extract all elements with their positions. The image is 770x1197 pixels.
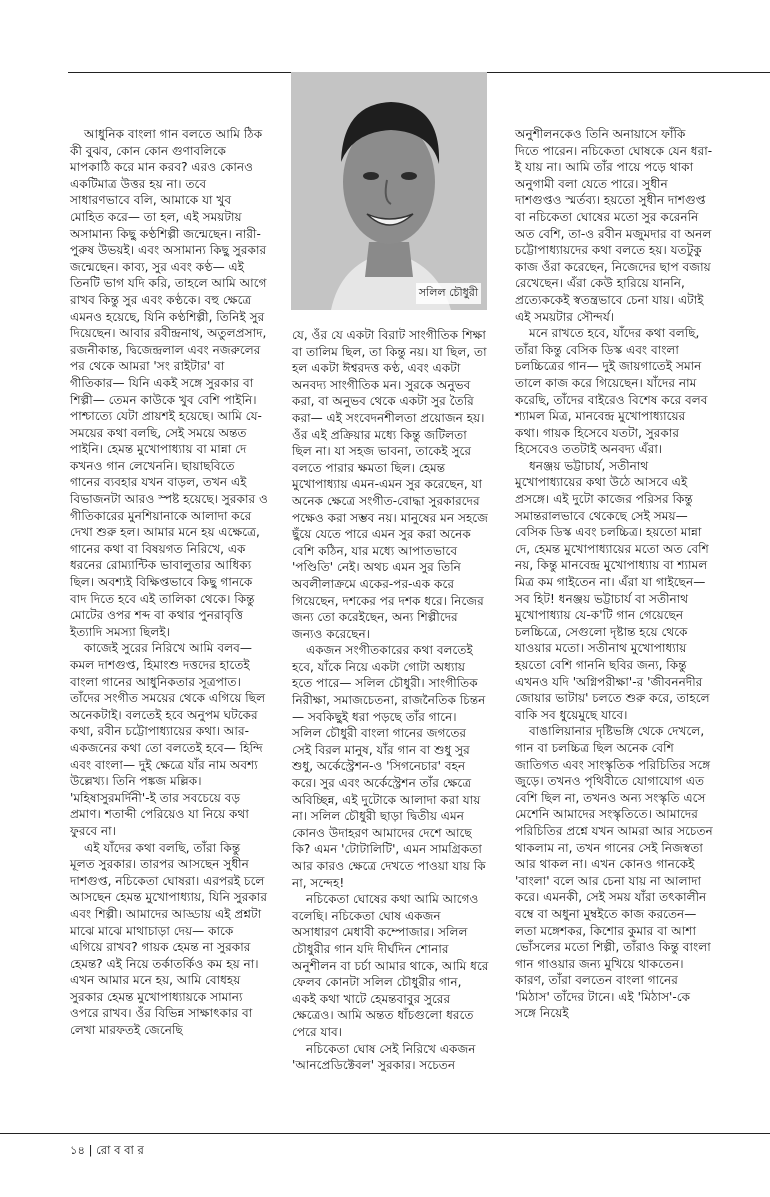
portrait-image xyxy=(291,72,487,310)
paragraph: মনে রাখতে হবে, যাঁদের কথা বলছি, তাঁরা কিন্তু বেসিক ডিস্ক এবং বাংলা চলচ্চিত্রের গান— দুই জায়গাতেই সমান তালে কাজ করে গিয়েছেন। যাঁদের নাম করেছি, তাঁদের বাইরেও বিশেষ করে বলব শ্যামল মিত্র, মানবেন্দ্র মুখোপাধ্যায়ের কথা। গায়ক হিসেবে যতটা, সুরকার হিসেবেও ততটাই অনবদ্য এঁরা। xyxy=(515,326,708,457)
portrait-photo xyxy=(291,72,487,310)
paragraph: বাঙালিয়ানার দৃষ্টিভঙ্গি থেকে দেখলে, গান বা চলচ্চিত্র ছিল অনেক বেশি জাতিগত এবং সাংস্কৃতিক পরিচিতির সঙ্গে জুড়ে। তখনও পৃথিবীতে যোগাযোগ এত বেশি ছিল না, তখনও অন্য সংস্কৃতি এসে মেশেনি আমাদের সংস্কৃতিতে। আমাদের পরিচিতির প্রশ্নে যখন আমরা আর সচেতন থাকলাম না, তখন গানের সেই নিজস্বতা আর থাকল না। এখন কোনও গানকেই 'বাংলা' বলে আর চেনা যায় না আলাদা করে। এমনকী, সেই সময় যাঁরা তৎকালীন বম্বে বা অধুনা মুম্বইতে কাজ করতেন— লতা মঙ্গেশকর, কিশোর কুমার বা আশা ভোঁসলের মতো শিল্পী, তাঁরাও কিন্তু বাংলা গান গাওয়ার জন্য মুখিয়ে থাকতেন। কারণ, তাঁরা বলতেন বাংলা গানের 'মিঠাস' তাঁদের টানে। এই 'মিঠাস'-কে সঙ্গে নিয়েই xyxy=(515,724,713,1021)
bottom-rule xyxy=(0,1133,770,1134)
paragraph: যে, ওঁর যে একটা বিরাট সাংগীতিক শিক্ষা বা তালিম ছিল, তা কিন্তু নয়। যা ছিল, তা হল একটা ঈশ্বরদত্ত কণ্ঠ, এবং একটা অনবদ্য সাংগীতিক মন। সুরকে অনুভব করা, বা অনুভব থেকে একটা সুর তৈরি করা— এই সংবেদনশীলতা প্রয়োজন হয়। ওঁর এই প্রক্রিয়ার মধ্যে কিন্তু জটিলতা ছিল না। যা সহজ ভাবনা, তাকেই সুরে বলতে পারার ক্ষমতা ছিল। হেমন্ত মুখোপাধ্যায় এমন-এমন সুর করেছেন, যা অনেক ক্ষেত্রে সংগীত-বোদ্ধা সুরকারদের পক্ষেও করা সম্ভব নয়। মানুষের মন সহজে ছুঁয়ে যেতে পারে এমন সুর করা অনেক বেশি কঠিন, যার মধ্যে আপাতভাবে 'পণ্ডিতি' নেই। অথচ এমন সুর তিনি অবলীলাক্রমে একের-পর-এক করে গিয়েছেন, দশকের পর দশক ধরে। নিজের জন্য তো করেইছেন, অন্য শিল্পীদের জন্যও করেছেন। xyxy=(292,328,488,641)
paragraph: নচিকেতা ঘোষ সেই নিরিখে একজন 'আনপ্রেডিক্টেবল' সুরকার। সচেতন xyxy=(292,1041,476,1073)
paragraph: এই যাঁদের কথা বলছি, তাঁরা কিন্তু মূলত সুরকার। তারপর আসছেন সুধীন দাশগুপ্ত, নচিকেতা ঘোষরা। এরপরই চলে আসছেন হেমন্ত মুখোপাধ্যায়, যিনি সুরকার এবং শিল্পী। আমাদের আড্ডায় এই প্রশ্নটা মাঝে মাঝে মাথাচাড়া দেয়— কাকে এগিয়ে রাখব? গায়ক হেমন্ত না সুরকার হেমন্ত? এই নিয়ে তর্কাতর্কিও কম হয় না। এখন আমার মনে হয়, আমি বোধহয় সুরকার হেমন্ত মুখোপাধ্যায়কে সামান্য ওপরে রাখব। ওঁর বিভিন্ন সাক্ষাৎকার বা লেখা মারফতই জেনেছি xyxy=(70,840,268,1038)
paragraph: আধুনিক বাংলা গান বলতে আমি ঠিক কী বুঝব, কোন কোন গুণাবলিকে মাপকাঠি করে মান করব? এরও কোনও একটিমাত্র উত্তর হয় না। তবে সাধারণভাবে বলি, আমাকে যা খুব মোহিত করে— তা হল, এই সময়টায় অসামান্য কিছু কণ্ঠশিল্পী জন্মেছেন। নারী-পুরুষ উভয়ই। এবং অসামান্য কিছু সুরকার জন্মেছেন। কাব্য, সুর এবং কণ্ঠ— এই তিনটি ভাগ যদি করি, তাহলে আমি আগে রাখব কিন্তু সুর এবং কণ্ঠকে। বহু ক্ষেত্রে এমনও হয়েছে, যিনি কণ্ঠশিল্পী, তিনিই সুর দিয়েছেন। আবার রবীন্দ্রনাথ, অতুলপ্রসাদ, রজনীকান্ত, দ্বিজেন্দ্রলাল এবং নজরুলের পর থেকে আমরা 'সং রাইটার' বা গীতিকার— যিনি একই সঙ্গে সুরকার বা শিল্পী— তেমন কাউকে খুব বেশি পাইনি। পাশ্চাত্যে যেটা প্রায়শই হয়েছে। আমি যে-সময়ের কথা বলছি, সেই সময়ে অন্তত পাইনি। হেমন্ত মুখোপাধ্যায় বা মান্না দে কখনও গান লেখেননি। ছায়াছবিতে গানের ব্যবহার যখন বাড়ল, তখন এই বিভাজনটা আরও স্পষ্ট হয়েছে। সুরকার ও গীতিকারের মুনশিয়ানাকে আলাদা করে দেখা শুরু হল। আমার মনে হয় এক্ষেত্রে, গানের কথা বা বিষয়গত নিরিখে, এক ধরনের রোম্যান্টিক ভাবালুতার আধিক্য ছিল। অবশ্যই বিক্ষিপ্তভাবে কিছু গানকে বাদ দিতে হবে এই তালিকা থেকে। কিন্তু মোটের ওপর শব্দ বা কথার পুনরাবৃত্তি ইত্যাদি সমস্যা ছিলই। xyxy=(70,127,268,639)
article-column-2 xyxy=(292,327,489,1074)
paragraph: কাজেই সুরের নিরিখে আমি বলব— কমল দাশগুপ্ত, হিমাংশু দত্তদের হাতেই বাংলা গানের আধুনিকতার সূত্রপাত। তাঁদের সংগীত সময়ের থেকে এগিয়ে ছিল অনেকটাই। বলতেই হবে অনুপম ঘটকের কথা, রবীন চট্টোপাধ্যায়ের কথা। আর-একজনের কথা তো বলতেই হবে— হিন্দি এবং বাংলা— দুই ক্ষেত্রে যাঁর নাম অবশ্য উল্লেখ্য। তিনি পঙ্কজ মল্লিক। 'মহিষাসুরমর্দিনী'-ই তার সবচেয়ে বড় প্রমাণ। শতাব্দী পেরিয়েও যা নিয়ে কথা ফুরবে না। xyxy=(70,641,266,838)
paragraph: অনুশীলনকেও তিনি অনায়াসে ফাঁকি দিতে পারেন। নচিকেতা ঘোষকে যেন ধরা-ই যায় না। আমি তাঁর পায়ে পড়ে থাকা অনুগামী বলা যেতে পারে। সুধীন দাশগুপ্তও স্মর্তব্য। হয়তো সুধীন দাশগুপ্ত বা নচিকেতা ঘোষের মতো সুর করেননি অত বেশি, তা-ও রবীন মজুমদার বা অনল চট্টোপাধ্যায়দের কথা বলতে হয়। যতটুকু কাজ ওঁরা করেছেন, নিজেদের ছাপ বজায় রেখেছেন। এঁরা কেউ হারিয়ে যাননি, প্রত্যেককেই স্বতন্ত্রভাবে চেনা যায়। এটাই এই সময়টার সৌন্দর্য। xyxy=(515,127,713,324)
paragraph: একজন সংগীতকারের কথা বলতেই হবে, যাঁকে নিয়ে একটা গোটা অধ্যায় হতে পারে— সলিল চৌধুরী। সাংগীতিক নিরীক্ষা, সমাজচেতনা, রাজনৈতিক চিন্তন— সবকিছুই ধরা পড়ছে তাঁর গানে। সলিল চৌধুরী বাংলা গানের জগতের সেই বিরল মানুষ, যাঁর গান বা শুধু সুর শুধু, অর্কেস্ট্রেশন-ও 'সিগনেচার' বহন করে। সুর এবং অর্কেস্ট্রেশন তাঁর ক্ষেত্রে অবিচ্ছিন্ন, এই দুটোকে আলাদা করা যায় না। সলিল চৌধুরী ছাড়া দ্বিতীয় এমন কোনও উদাহরণ আমাদের দেশে আছে কি? এমন 'টোটালিটি', এমন সামগ্রিকতা আর কারও ক্ষেত্রে দেখতে পাওয়া যায় কি না, সন্দেহ! xyxy=(292,643,486,890)
article-column-3 xyxy=(515,126,713,1022)
photo-caption: সলিল চৌধুরী xyxy=(416,283,481,304)
paragraph: নচিকেতা ঘোষের কথা আমি আগেও বলেছি। নচিকেতা ঘোষ একজন অসাধারণ মেধাবী কম্পোজার। সলিল চৌধুরীর গান যদি দীর্ঘদিন শোনার অনুশীলন বা চর্চা আমার থাকে, আমি ধরে ফেলব কোনটা সলিল চৌধুরীর গান, একই কথা খাটে হেমন্তবাবুর সুরের ক্ষেত্রেও। আমি অন্তত ধাঁচগুলো ধরতে পেরে যাব। xyxy=(292,892,489,1039)
page-folio: ১৪ | রো ব বা র xyxy=(70,1143,144,1157)
article-column-1 xyxy=(70,126,268,1039)
paragraph: ধনঞ্জয় ভট্টাচার্য, সতীনাথ মুখোপাধ্যায়ের কথা উঠে আসবে এই প্রসঙ্গে। এই দুটো কাজের পরিসর কিন্তু সমান্তরালভাবে থেকেছে সেই সময়— বেসিক ডিস্ক এবং চলচ্চিত্র। হয়তো মান্না দে, হেমন্ত মুখোপাধ্যায়ের মতো অত বেশি নয়, কিন্তু মানবেন্দ্র মুখোপাধ্যায় বা শ্যামল মিত্র কম গাইতেন না। এঁরা যা গাইছেন— সব হিট! ধনঞ্জয় ভট্টাচার্য বা সতীনাথ মুখোপাধ্যায় যে-ক'টি গান গেয়েছেন চলচ্চিত্রে, সেগুলো দৃষ্টান্ত হয়ে থেকে যাওয়ার মতো। সতীনাথ মুখোপাধ্যায় হয়তো বেশি গাননি ছবির জন্য, কিন্তু এখনও যদি 'অগ্নিপরীক্ষা'-র 'জীবননদীর জোয়ার ভাটায়' চলতে শুরু করে, তাহলে বাকি সব ধুয়েমুছে যাবে। xyxy=(515,458,710,722)
